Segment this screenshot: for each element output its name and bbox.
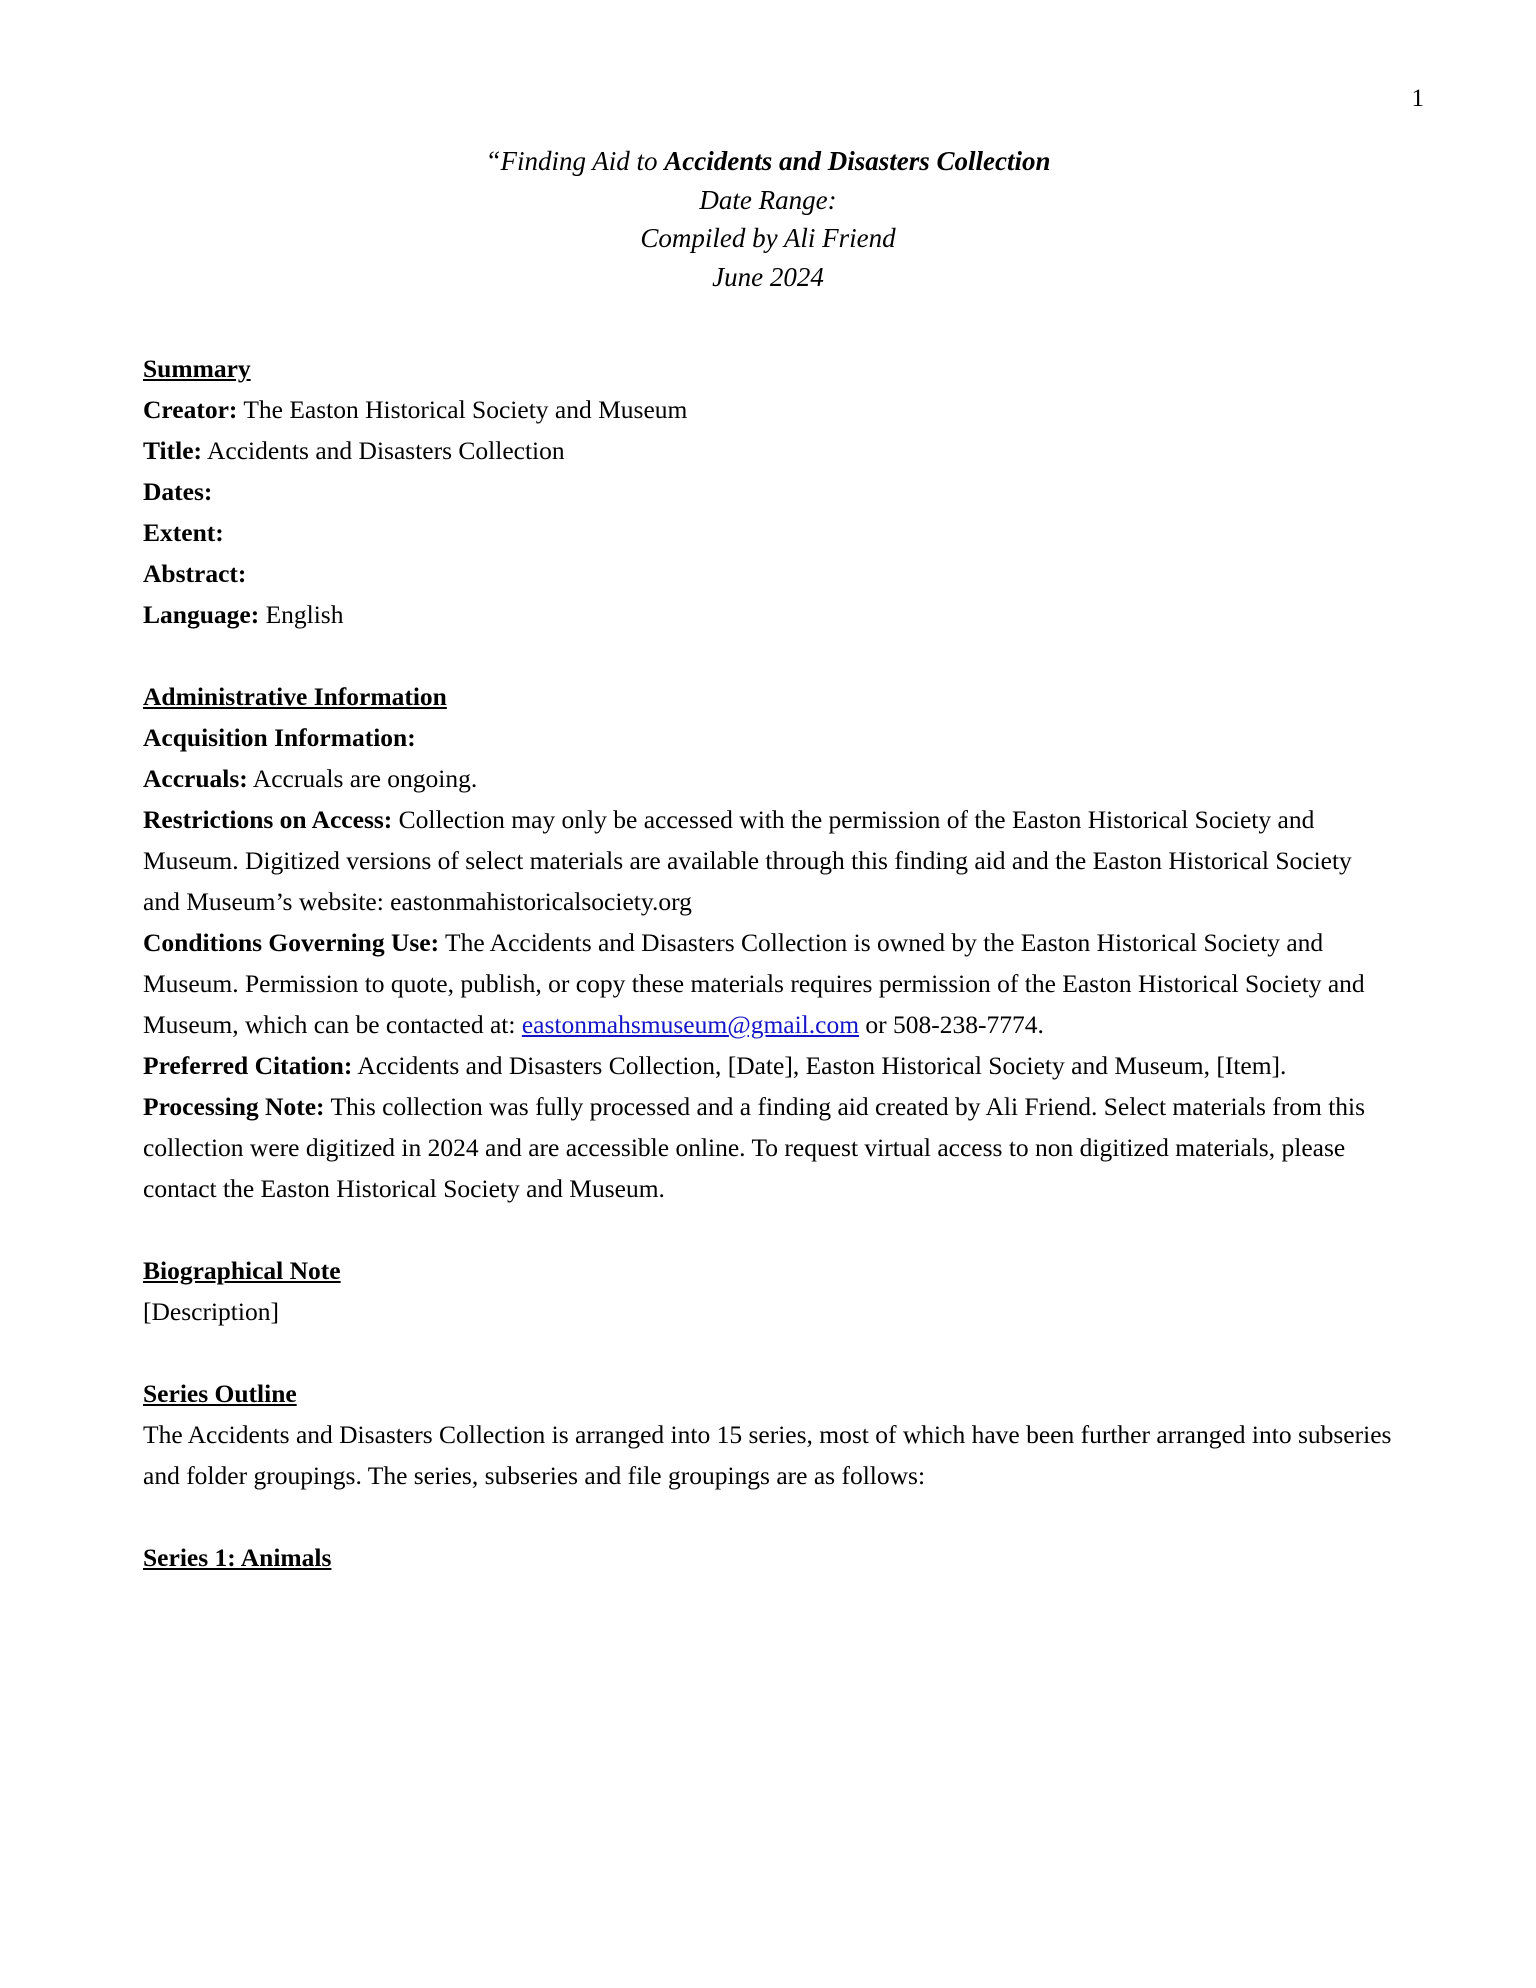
preferred-citation-row (143, 1045, 1393, 1086)
spacer-after-series-outline (143, 1496, 1393, 1537)
title-prefix: “Finding Aid to (485, 146, 665, 176)
summary-title-row (143, 430, 1393, 471)
title-compiled-by: Compiled by Ali Friend (640, 223, 896, 253)
summary-extent-row (143, 512, 1393, 553)
biographical-heading-row (143, 1250, 1393, 1291)
biographical-heading: Biographical Note (143, 1256, 341, 1285)
summary-title-value: Accidents and Disasters Collection (202, 436, 565, 465)
summary-creator-label: Creator: (143, 395, 238, 424)
series-1-heading-row (143, 1537, 1393, 1578)
restrictions-label: Restrictions on Access: (143, 805, 393, 834)
summary-abstract-row (143, 553, 1393, 594)
summary-language-value: English (259, 600, 344, 629)
acquisition-label: Acquisition Information: (143, 723, 416, 752)
conditions-value-after-link: or 508-238-7774. (859, 1010, 1044, 1039)
conditions-value-before-link: The Accidents and Disasters Collection is owned by the Easton Historical Society and Museum. Permission to quote, publish, or copy these materials requires permission of the Easton Historical Society and Museum, which can be contacted at: (143, 928, 1365, 1039)
acquisition-row (143, 717, 1393, 758)
title-date: June 2024 (712, 261, 824, 292)
series-outline-body: The Accidents and Disasters Collection is arranged into 15 series, most of which have been further arranged into subseries and folder groupings. The series, subseries and file groupings are as follows: (143, 1420, 1392, 1490)
title-line-1 (108, 142, 1428, 181)
summary-dates-row (143, 471, 1393, 512)
accruals-row (143, 758, 1393, 799)
restrictions-row (143, 799, 1393, 922)
summary-heading-row (143, 348, 1393, 389)
conditions-label: Conditions Governing Use: (143, 928, 440, 957)
museum-email-link[interactable]: eastonmahsmuseum@gmail.com (521, 1010, 860, 1039)
series-outline-heading: Series Outline (143, 1379, 297, 1408)
summary-creator-row (143, 389, 1393, 430)
document-body (108, 348, 1428, 1578)
spacer-after-administrative (143, 1209, 1393, 1250)
page-number: 1 (1411, 85, 1424, 112)
document-title-block (108, 142, 1428, 296)
summary-dates-label: Dates: (143, 477, 213, 506)
administrative-heading: Administrative Information (143, 682, 447, 711)
summary-language-label: Language: (143, 600, 260, 629)
summary-title-label: Title: (143, 436, 203, 465)
spacer-after-summary (143, 635, 1393, 676)
summary-abstract-label: Abstract: (143, 559, 247, 588)
conditions-row (143, 922, 1393, 1045)
title-date-range: Date Range: (699, 184, 837, 215)
summary-extent-label: Extent: (143, 518, 224, 547)
processing-note-row (143, 1086, 1393, 1209)
preferred-citation-value: Accidents and Disasters Collection, [Date], Easton Historical Society and Museum, [Item]. (352, 1051, 1287, 1080)
series-1-heading: Series 1: Animals (143, 1543, 332, 1572)
processing-note-value: This collection was fully processed and a finding aid created by Ali Friend. Select materials from this collection were digitized in 2024 and are accessible online. To request virtual access to non digitized materials, please contact the Easton Historical Society and Museum. (143, 1092, 1366, 1203)
title-collection-name: Accidents and Disasters Collection (664, 146, 1051, 176)
accruals-value: Accruals are ongoing. (247, 764, 478, 793)
administrative-heading-row (143, 676, 1393, 717)
preferred-citation-label: Preferred Citation: (143, 1051, 353, 1080)
processing-note-label: Processing Note: (143, 1092, 325, 1121)
biographical-body: [Description] (143, 1297, 279, 1326)
accruals-label: Accruals: (143, 764, 248, 793)
restrictions-value: Collection may only be accessed with the permission of the Easton Historical Society and Museum. Digitized versions of select materials are available through this finding aid and the Easton Historical Society and Museum’s website: eastonmahistoricalsociety.org (143, 805, 1352, 916)
spacer-after-biographical (143, 1332, 1393, 1373)
summary-creator-value: The Easton Historical Society and Museum (237, 395, 688, 424)
summary-heading: Summary (143, 354, 251, 383)
series-outline-heading-row (143, 1373, 1393, 1414)
summary-language-row (143, 594, 1393, 635)
